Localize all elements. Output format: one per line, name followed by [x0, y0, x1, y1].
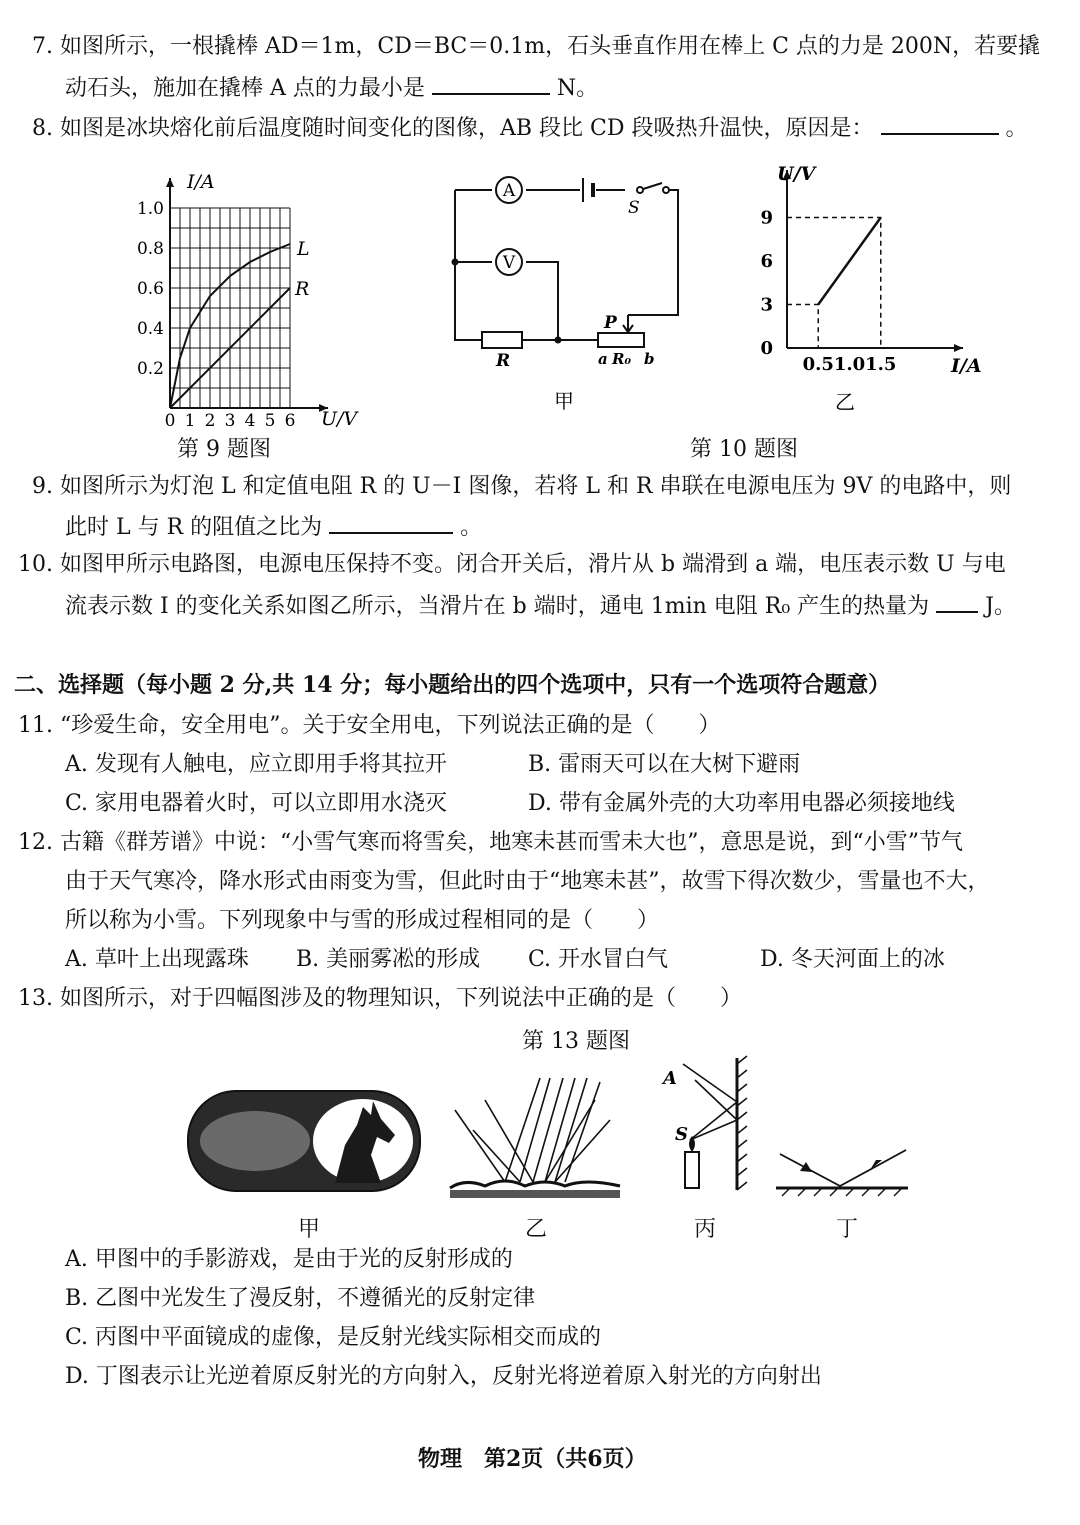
- q13-panel-jia-hand-shadow: [185, 1085, 425, 1195]
- rough-surface-hatch: [450, 1190, 620, 1198]
- reflected-rays: [683, 1064, 737, 1140]
- q12-line3: 所以称为小雪。下列现象中与雪的形成过程相同的是（ ）: [65, 908, 660, 933]
- q12-option-d[interactable]: D. 冬天河面上的冰: [760, 947, 945, 972]
- fig9-curve-label-r: R: [295, 278, 310, 300]
- fig10-series-line: [818, 218, 881, 305]
- light-beam: [200, 1111, 310, 1171]
- panel-label-bing: 丙: [694, 1217, 717, 1242]
- q10-text-2: 流表示数 I 的变化关系如图乙所示，当滑片在 b 端时，通电 1min 电阻 R₀ 产生的热量为: [65, 594, 930, 619]
- q11-stem: “珍爱生命，安全用电”。关于安全用电，下列说法正确的是（ ）: [60, 713, 721, 738]
- fig10-panel-label-yi: 乙: [835, 390, 855, 414]
- fig10-dash-guide-low: [787, 305, 818, 349]
- fig9-y-tick-label: 0.2: [136, 359, 164, 379]
- q13-option-c[interactable]: C. 丙图中平面镜成的虚像，是反射光线实际相交而成的: [65, 1325, 602, 1350]
- fig9-x-tick-label: 1: [184, 411, 196, 430]
- fig9-caption: 第 9 题图: [177, 437, 271, 462]
- q12-line2: 由于天气寒冷，降水形式由雨变为雪，但此时由于“地寒未甚”，故雪下得次数少，雪量也不大，: [65, 869, 990, 894]
- q10-line1: [18, 550, 1006, 580]
- q11-option-b[interactable]: B. 雷雨天可以在大树下避雨: [528, 752, 801, 777]
- rheostat-r0-label: R₀: [612, 350, 632, 368]
- fig10-x-tick-label: 1.5: [865, 354, 897, 375]
- rheostat-end-b: b: [644, 350, 655, 368]
- q7-number: 7.: [32, 34, 53, 59]
- fig10-y-tick-label: 6: [760, 251, 773, 272]
- switch-contact: [663, 187, 669, 193]
- q10-unit: J。: [985, 594, 1016, 619]
- fig9-x-tick-label: 6: [284, 411, 296, 430]
- q11-number: 11.: [18, 713, 53, 738]
- ammeter-label: A: [502, 181, 516, 201]
- fig10-y-tick-label: 3: [760, 294, 773, 316]
- circuit-wires: [455, 183, 678, 340]
- q13-figure-caption: 第 13 题图: [522, 1029, 630, 1054]
- q11-option-c[interactable]: C. 家用电器着火时，可以立即用水浇灭: [65, 791, 448, 816]
- incident-arrow: [800, 1162, 812, 1172]
- q7-line1: [32, 32, 1040, 62]
- light-rays: [455, 1078, 610, 1182]
- q13-panel-yi-diffuse-reflection: [445, 1070, 625, 1200]
- fig9-y-tick-label: 0.4: [136, 319, 164, 339]
- fig10-circuit-diagram: [440, 165, 690, 415]
- fig10-y-tick-label: 0: [760, 338, 773, 359]
- candle: [685, 1152, 699, 1188]
- fig9-tick-labels: [137, 199, 295, 430]
- fig10-y-tick-label: 9: [760, 207, 773, 229]
- fig10-x-tick-label: 1.0: [833, 354, 866, 375]
- rough-surface: [450, 1181, 620, 1188]
- fig9-x-tick-label: 2: [204, 411, 216, 430]
- fig10-x-tick-label: 0.5: [802, 354, 834, 375]
- fig10-plot: [760, 170, 963, 375]
- q8-answer-blank[interactable]: [881, 111, 999, 135]
- q13-stem-line: [18, 984, 742, 1014]
- q7-text-2: 动石头，施加在撬棒 A 点的力最小是: [65, 76, 425, 101]
- q9-number: 9.: [32, 474, 53, 499]
- q13-panel-bing-plane-mirror: [655, 1050, 755, 1195]
- q12-option-a[interactable]: A. 草叶上出现露珠: [65, 947, 249, 972]
- q8-text: 如图是冰块熔化前后温度随时间变化的图像，AB 段比 CD 段吸热升温快，原因是：: [60, 116, 874, 141]
- voltmeter-label: V: [502, 253, 516, 273]
- fig9-y-tick-label: 1.0: [136, 199, 164, 219]
- q10-line2: [65, 589, 1016, 622]
- fig9-grid: [170, 208, 290, 408]
- page-footer: 物理 第2页（共6页）: [418, 1446, 647, 1472]
- q9-text-1: 如图所示为灯泡 L 和定值电阻 R 的 U－I 图像，若将 L 和 R 串联在电源电压为 9V 的电路中，则: [60, 474, 1012, 499]
- q7-line2: [65, 71, 598, 104]
- fig10-caption: 第 10 题图: [690, 437, 798, 462]
- q7-answer-blank[interactable]: [432, 71, 550, 95]
- q9-answer-blank[interactable]: [329, 510, 453, 534]
- fig10-y-axis-label: U/V: [777, 163, 816, 185]
- light-path: [780, 1150, 906, 1186]
- fig9-y-tick-label: 0.8: [136, 239, 164, 259]
- fig9-x-tick-label: 0: [164, 411, 176, 430]
- q12-line1: [18, 828, 963, 858]
- q7-text-1: 如图所示，一根撬棒 AD＝1m，CD＝BC＝0.1m，石头垂直作用在棒上 C 点的力是 200N，若要撬: [60, 34, 1041, 59]
- q9-text-2: 此时 L 与 R 的阻值之比为: [65, 515, 323, 540]
- q13-option-b[interactable]: B. 乙图中光发生了漫反射，不遵循光的反射定律: [65, 1286, 536, 1311]
- q8-number: 8.: [32, 116, 53, 141]
- eye-label-a: A: [663, 1068, 677, 1089]
- junction-bottom: [555, 337, 562, 344]
- switch-pivot: [637, 187, 643, 193]
- q9-line1: [32, 472, 1011, 502]
- q7-unit: N。: [556, 76, 599, 101]
- panel-label-jia: 甲: [298, 1217, 321, 1242]
- panel-label-yi: 乙: [525, 1217, 548, 1242]
- source-label-s: S: [675, 1124, 688, 1145]
- fig9-x-axis-label: U/V: [321, 408, 358, 430]
- slider-label: P: [604, 313, 617, 333]
- fig9-ui-graph: [125, 160, 375, 430]
- q13-panel-ding-specular-reflection: [772, 1140, 912, 1200]
- section2-title: 二、选择题（每小题 2 分,共 14 分；每小题给出的四个选项中，只有一个选项符合题意）: [14, 672, 891, 698]
- q13-stem: 如图所示，对于四幅图涉及的物理知识，下列说法中正确的是（ ）: [60, 986, 743, 1011]
- q10-text-1: 如图甲所示电路图，电源电压保持不变。闭合开关后，滑片从 b 端滑到 a 端，电压表示数 U 与电: [60, 552, 1006, 577]
- fig10-panel-label-jia: 甲: [554, 389, 574, 413]
- rheostat-end-a: a: [598, 350, 608, 368]
- q13-option-a[interactable]: A. 甲图中的手影游戏，是由于光的反射形成的: [65, 1247, 513, 1272]
- q13-number: 13.: [18, 986, 53, 1011]
- q8-end: 。: [1005, 116, 1028, 141]
- fig10-x-arrow: [954, 344, 963, 352]
- q12-number: 12.: [18, 830, 53, 855]
- switch-label: S: [628, 198, 640, 218]
- q9-end: 。: [460, 515, 483, 540]
- fig9-x-tick-label: 4: [244, 411, 256, 430]
- fig9-y-arrow: [166, 178, 174, 187]
- q11-stem-line: [18, 711, 721, 741]
- fig9-y-tick-label: 0.6: [136, 279, 164, 299]
- resistor-r-symbol: [482, 332, 522, 348]
- q12-option-c[interactable]: C. 开水冒白气: [528, 947, 669, 972]
- fig10-x-axis-label: I/A: [951, 355, 982, 377]
- q10-number: 10.: [18, 552, 53, 577]
- junction-left: [452, 259, 459, 266]
- q11-option-d[interactable]: D. 带有金属外壳的大功率用电器必须接地线: [528, 791, 955, 816]
- q8-line: [32, 111, 1028, 144]
- fig9-x-tick-label: 5: [264, 411, 276, 430]
- fig9-y-axis-label: I/A: [187, 171, 215, 193]
- fig10-graph: [745, 160, 995, 420]
- q9-line2: [65, 510, 482, 543]
- fig9-x-tick-label: 3: [224, 411, 236, 430]
- panel-label-ding: 丁: [836, 1217, 859, 1242]
- q10-answer-blank[interactable]: [936, 589, 978, 613]
- q13-option-d[interactable]: D. 丁图表示让光逆着原反射光的方向射入，反射光将逆着原入射光的方向射出: [65, 1364, 822, 1389]
- q12-option-b[interactable]: B. 美丽雾凇的形成: [296, 947, 481, 972]
- q12-text-1: 古籍《群芳谱》中说：“小雪气寒而将雪矣，地寒未甚而雪未大也”，意思是说，到“小雪”节气: [60, 830, 963, 855]
- resistor-r-label: R: [496, 351, 511, 371]
- battery-symbol: [583, 178, 593, 202]
- q11-option-a[interactable]: A. 发现有人触电，应立即用手将其拉开: [65, 752, 447, 777]
- slider-arrow: [623, 315, 633, 332]
- rheostat-symbol: [598, 333, 644, 347]
- fig9-curve-label-l: L: [297, 238, 310, 260]
